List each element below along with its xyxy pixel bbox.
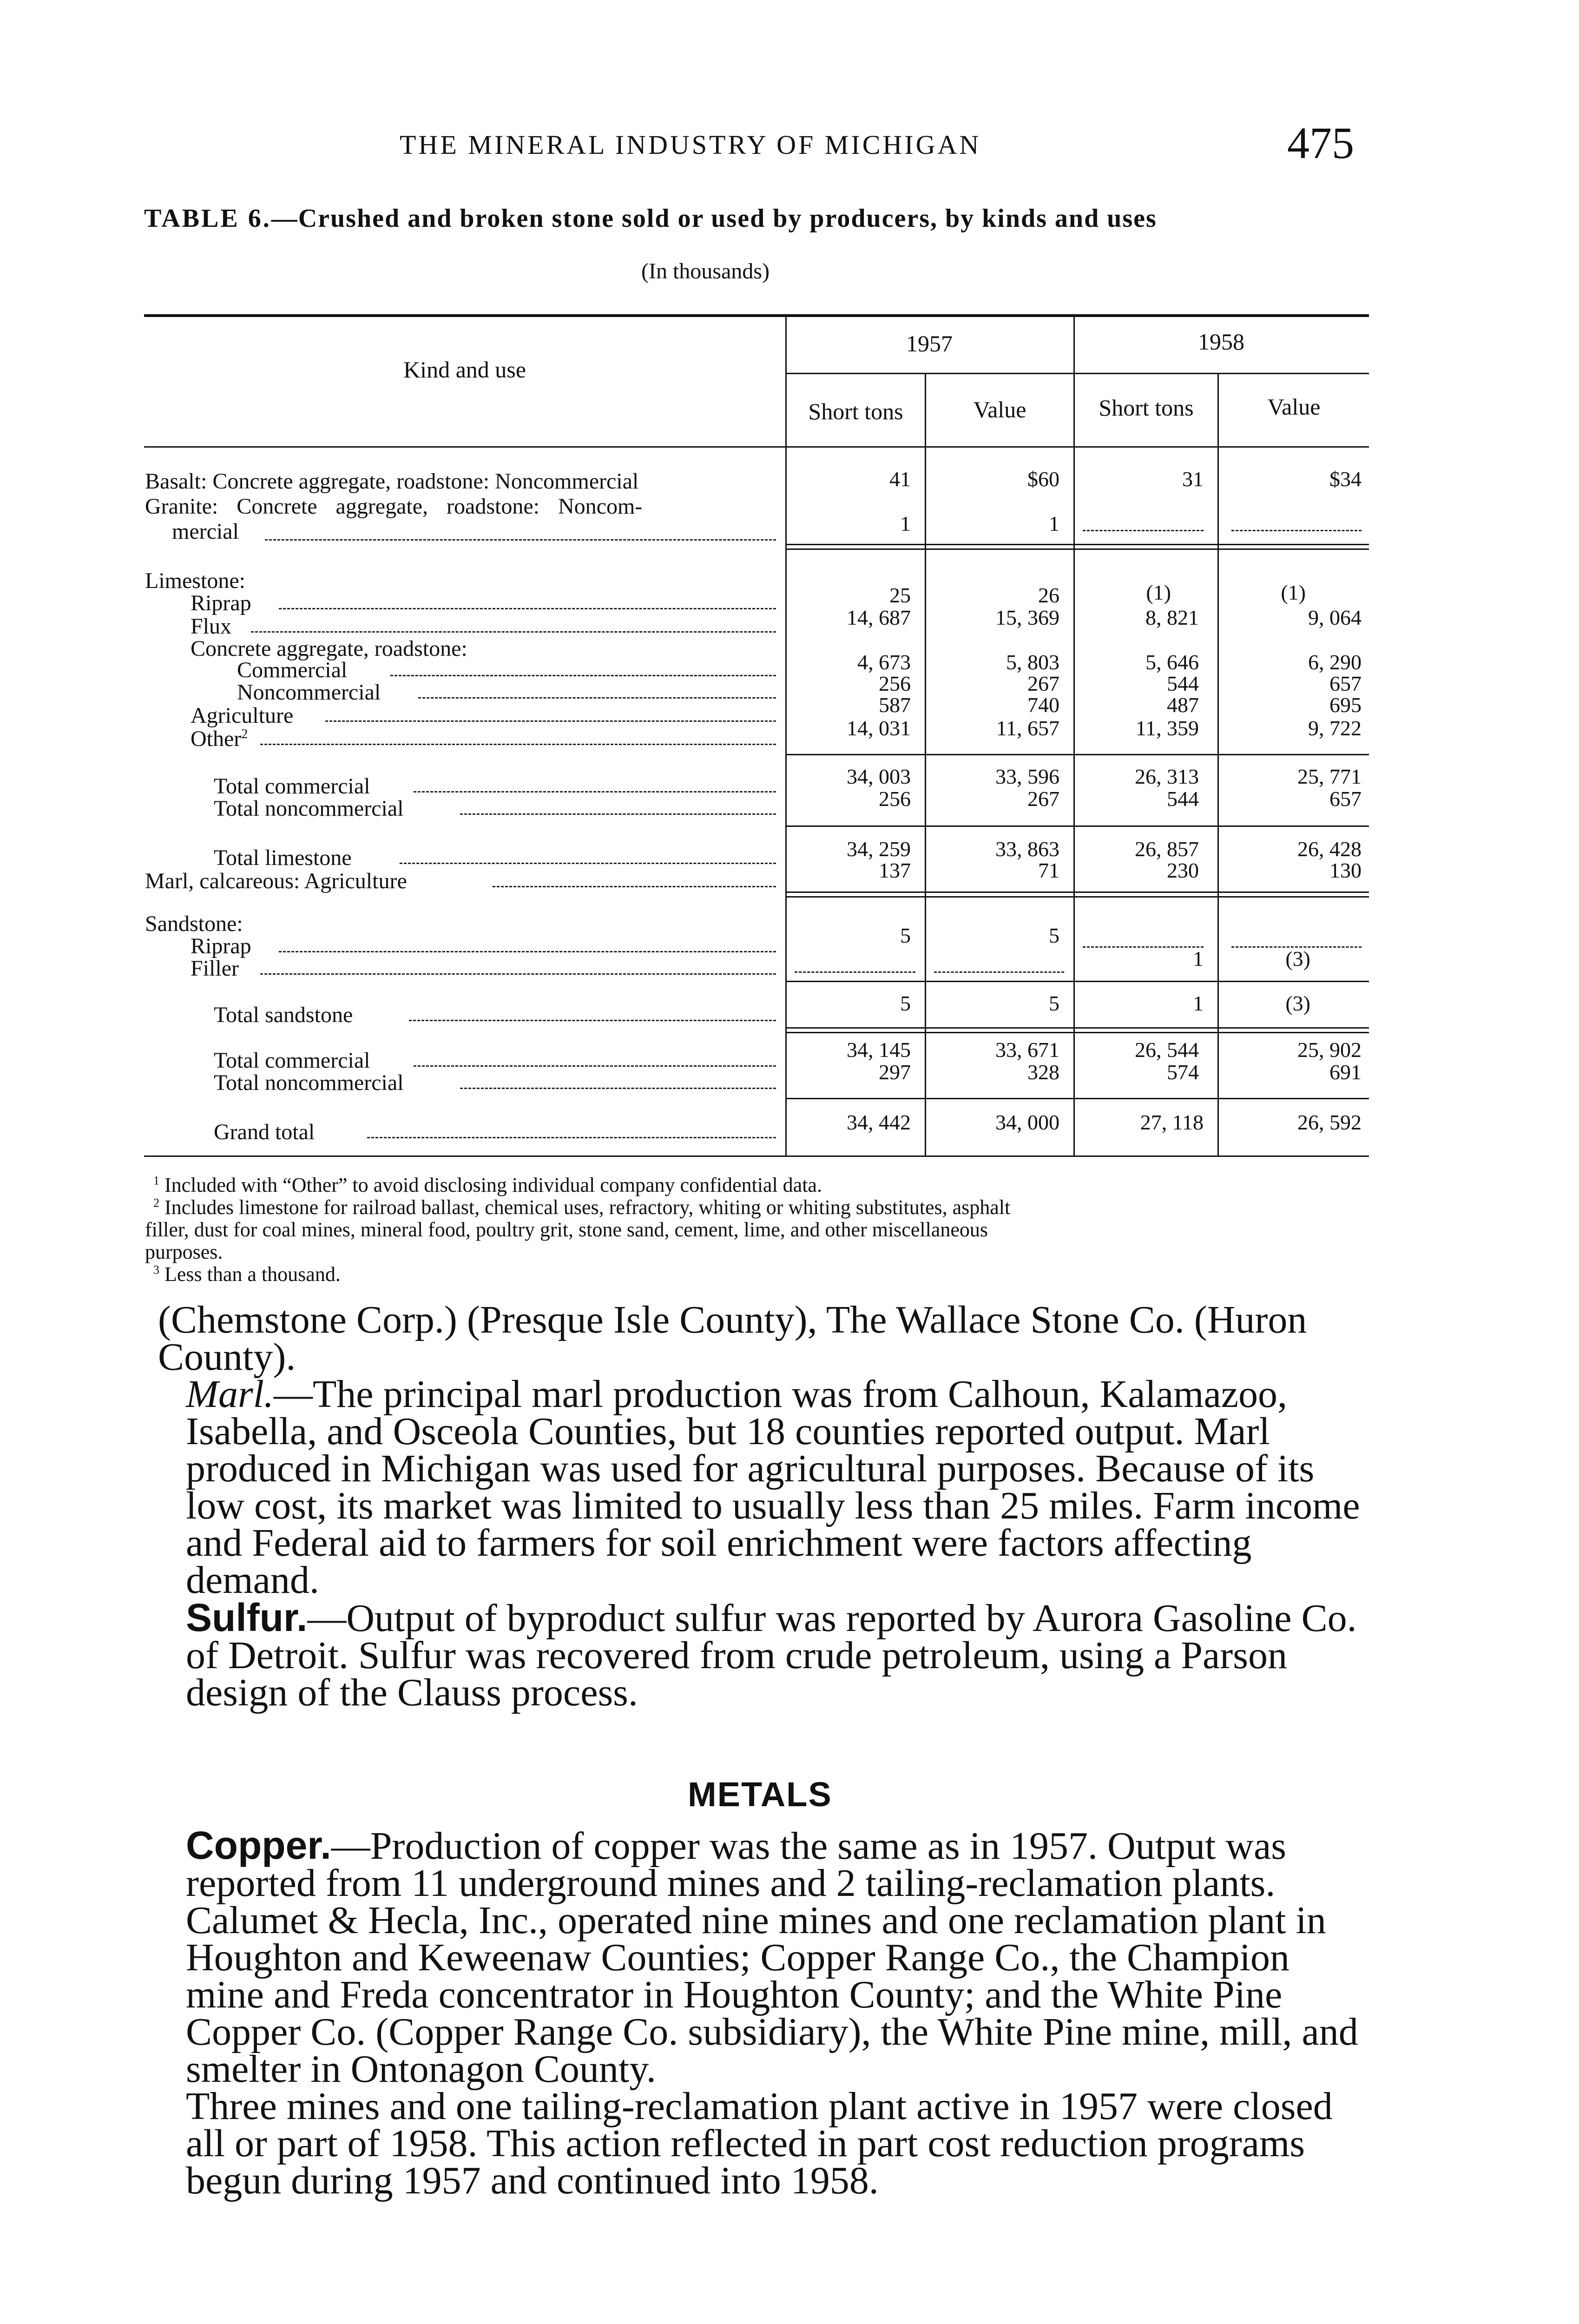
cell-total-sandstone-tons-1958: 1: [1193, 991, 1204, 1015]
row-label-total-noncommercial: Total noncommercial: [214, 1070, 404, 1095]
cell-marl-tons-1957: 137: [879, 858, 911, 882]
row-label-ss-riprap: Riprap: [191, 934, 251, 958]
table-unit: (In thousands): [641, 259, 770, 284]
row-label-basalt: Basalt: Concrete aggregate, roadstone: Noncommercial: [145, 469, 639, 494]
row-label-total-sandstone: Total sandstone: [214, 1003, 353, 1027]
leader-dots: [390, 675, 776, 676]
cell-riprap-value-1957: 26: [1038, 583, 1059, 607]
section-rule: [785, 891, 1369, 893]
table-bottom-rule: [144, 1155, 1369, 1157]
cell-other-value-1957: 11, 657: [996, 716, 1059, 740]
row-label-riprap: Riprap: [191, 591, 251, 615]
col-header-value-1957: Value: [973, 396, 1026, 423]
cell-noncommercial-tons-1958: 544: [1167, 672, 1199, 695]
row-label-commercial: Commercial: [237, 658, 348, 682]
table-title: [144, 204, 1157, 233]
stub-header: Kind and use: [403, 357, 526, 383]
leader-dots: [260, 744, 776, 745]
cell-total-commercial-value-1958: 25, 902: [1297, 1038, 1362, 1062]
section-heading: METALS: [688, 1775, 832, 1814]
leader-dots: [409, 1020, 776, 1021]
cell-total-noncommercial-tons-1958: 574: [1167, 1060, 1199, 1084]
cell-ss-filler-tons-1958: 1: [1193, 947, 1204, 971]
footnote-1: [153, 1173, 822, 1197]
leader-dots: [251, 631, 776, 633]
cell-other-tons-1958: 11, 359: [1135, 716, 1199, 740]
leader-dots: [279, 951, 776, 952]
cell-agriculture-value-1958: 695: [1329, 693, 1362, 717]
table-top-rule: [144, 314, 1369, 317]
row-label-total-commercial: Total commercial: [214, 1048, 370, 1073]
section-rule: [785, 548, 1369, 550]
table-number: TABLE 6.: [144, 204, 271, 233]
cell-ls-total-noncommercial-value-1958: 657: [1329, 787, 1362, 811]
cell-ls-total-commercial-tons-1958: 26, 313: [1135, 765, 1199, 788]
cell-total-limestone-value-1958: 26, 428: [1297, 837, 1362, 861]
paragraph: (Chemstone Corp.) (Presque Isle County), The Wallace Stone Co. (Huron County).: [158, 1298, 1307, 1379]
section-rule: [785, 825, 1369, 827]
no-data-dash: [795, 971, 915, 973]
year-header-1957: 1957: [906, 330, 953, 357]
no-data-dash: [1083, 530, 1204, 531]
cell-basalt-tons-1957: 41: [889, 467, 911, 491]
leader-dots: [414, 791, 776, 792]
cell-ss-riprap-tons-1957: 5: [900, 924, 911, 947]
paragraph-text: —The principal marl production was from Calhoun, Kalamazoo, Isabella, and Osceola Counties, but 18 counties reported output. Marl produced in Michigan was used for agricultural purposes. Because of its low cost, its market was limited to usually less than 25 miles. Farm income and Federal aid to farmers for soil enrichment were factors affecting demand.: [186, 1373, 1360, 1602]
leader-dots: [279, 608, 776, 609]
cell-flux-tons-1958: 8, 821: [1145, 606, 1199, 629]
section-rule: [785, 1027, 1369, 1029]
row-label-sandstone: Sandstone:: [145, 911, 243, 936]
cell-ls-total-commercial-tons-1957: 34, 003: [847, 765, 911, 788]
paragraph-copper: [158, 1823, 1366, 2091]
row-label-other: [191, 726, 248, 752]
cell-total-limestone-value-1957: 33, 863: [995, 837, 1059, 861]
leader-dots: [367, 1137, 776, 1138]
year-header-1958: 1958: [1198, 329, 1244, 355]
cell-marl-value-1957: 71: [1038, 858, 1059, 882]
row-label-ls-total-noncommercial: Total noncommercial: [214, 796, 404, 821]
footnote-3: [153, 1262, 341, 1286]
cell-grand-total-tons-1957: 34, 442: [847, 1110, 911, 1134]
row-label-total-limestone: Total limestone: [214, 845, 352, 870]
paragraph-marl: [158, 1373, 1366, 1602]
footnote-text: Less than a thousand.: [164, 1263, 341, 1286]
cell-ss-riprap-value-1957: 5: [1049, 924, 1059, 947]
row-label-granite: Granite: Concrete aggregate, roadstone: Noncom-: [145, 494, 643, 519]
cell-other-value-1958: 9, 722: [1308, 716, 1362, 740]
cell-total-commercial-tons-1958: 26, 544: [1135, 1038, 1199, 1062]
cell-riprap-tons-1957: 25: [889, 583, 911, 607]
leader-dots: [414, 1065, 776, 1067]
cell-granite-value-1957: 1: [1049, 512, 1059, 535]
cell-agriculture-tons-1957: 587: [879, 693, 911, 717]
cell-total-limestone-tons-1957: 34, 259: [847, 837, 911, 861]
cell-commercial-value-1957: 5, 803: [1006, 650, 1059, 674]
row-label-granite-cont: mercial: [172, 519, 239, 544]
footnote-2-cont: filler, dust for coal mines, mineral food, poultry grit, stone sand, cement, lime, and other miscellaneous: [145, 1218, 988, 1241]
cell-ls-total-commercial-value-1958: 25, 771: [1297, 765, 1362, 788]
leader-dots: [260, 973, 776, 975]
row-label-grand-total: Grand total: [214, 1120, 315, 1144]
footnote-mark: 1: [153, 1174, 159, 1188]
table-caption: —Crushed and broken stone sold or used by producers, by kinds and uses: [271, 204, 1157, 233]
cell-total-sandstone-value-1958: (3): [1285, 991, 1310, 1015]
cell-agriculture-tons-1958: 487: [1167, 693, 1199, 717]
col-header-short-tons-1958: Short tons: [1099, 395, 1194, 421]
col-header-short-tons-1957: Short tons: [808, 398, 903, 424]
cell-total-noncommercial-value-1958: 691: [1329, 1060, 1362, 1084]
footnote-mark: 2: [153, 1196, 159, 1210]
cell-basalt-tons-1958: 31: [1182, 467, 1204, 491]
section-rule: [785, 1032, 1369, 1033]
run-in-heading: Marl.: [186, 1373, 274, 1416]
no-data-dash: [934, 971, 1064, 973]
header-bottom-rule: [144, 446, 1369, 448]
row-label-noncommercial: Noncommercial: [237, 680, 381, 705]
leader-dots: [265, 539, 776, 541]
cell-riprap-value-1958: (1): [1281, 581, 1306, 604]
paragraph-sulfur: [158, 1596, 1366, 1714]
cell-grand-total-value-1958: 26, 592: [1297, 1110, 1362, 1134]
section-rule: [785, 754, 1369, 755]
cell-commercial-value-1958: 6, 290: [1308, 650, 1362, 674]
paragraph: Three mines and one tailing-reclamation plant active in 1957 were closed all or part of 1958. This action reflected in part cost reduction programs begun during 1957 and continued into 1958.: [186, 2085, 1333, 2202]
cell-other-tons-1957: 14, 031: [847, 716, 911, 740]
row-label-ls-total-commercial: Total commercial: [214, 774, 370, 799]
row-label-concrete-aggregate: Concrete aggregate, roadstone:: [191, 636, 467, 661]
cell-ls-total-noncommercial-tons-1958: 544: [1167, 787, 1199, 811]
cell-flux-value-1957: 15, 369: [995, 606, 1059, 629]
cell-flux-tons-1957: 14, 687: [847, 606, 911, 629]
paragraph-text: —Output of byproduct sulfur was reported by Aurora Gasoline Co. of Detroit. Sulfur was recovered from crude petroleum, using a Parson design of the Clauss process.: [186, 1597, 1357, 1714]
footnote-mark: 3: [153, 1263, 159, 1277]
leader-dots: [460, 813, 776, 815]
leader-dots: [400, 863, 776, 864]
leader-dots: [418, 697, 776, 699]
run-in-heading: Sulfur.: [186, 1596, 308, 1639]
cell-total-noncommercial-tons-1957: 297: [879, 1060, 911, 1084]
leader-dots: [325, 720, 776, 722]
cell-total-noncommercial-value-1957: 328: [1027, 1060, 1059, 1084]
cell-noncommercial-value-1957: 267: [1027, 672, 1059, 695]
cell-commercial-tons-1957: 4, 673: [857, 650, 911, 674]
cell-grand-total-tons-1958: 27, 118: [1140, 1110, 1204, 1134]
cell-ss-filler-value-1958: (3): [1285, 947, 1310, 971]
cell-flux-value-1958: 9, 064: [1308, 606, 1362, 629]
cell-marl-tons-1958: 230: [1167, 858, 1199, 882]
cell-total-sandstone-value-1957: 5: [1049, 991, 1059, 1015]
footnote-2: [153, 1195, 1010, 1219]
cell-basalt-value-1957: $60: [1027, 467, 1059, 491]
cell-total-commercial-value-1957: 33, 671: [995, 1038, 1059, 1062]
body-text-upper: [158, 1298, 1366, 1714]
cell-total-sandstone-tons-1957: 5: [900, 991, 911, 1015]
cell-commercial-tons-1958: 5, 646: [1145, 650, 1199, 674]
cell-ls-total-commercial-value-1957: 33, 596: [995, 765, 1059, 788]
row-label-ss-filler: Filler: [191, 956, 239, 981]
footnote-text: Included with “Other” to avoid disclosing individual company confidential data.: [164, 1174, 822, 1196]
body-text-lower: [158, 1823, 1366, 2202]
footnote-ref: 2: [241, 727, 248, 741]
section-rule: [785, 1098, 1369, 1099]
col-header-value-1958: Value: [1267, 394, 1321, 420]
section-rule: [785, 544, 1369, 545]
row-label-agriculture: Agriculture: [191, 703, 294, 728]
no-data-dash: [1231, 530, 1362, 531]
footnote-text: Includes limestone for railroad ballast, chemical uses, refractory, whiting or whiting substitutes, asphalt: [164, 1196, 1011, 1219]
row-label-flux: Flux: [191, 614, 232, 639]
page-number: 475: [1287, 118, 1354, 168]
cell-ls-total-noncommercial-value-1957: 267: [1027, 787, 1059, 811]
cell-riprap-tons-1958: (1): [1146, 581, 1171, 604]
row-label-marl: Marl, calcareous: Agriculture: [145, 869, 407, 893]
cell-ls-total-noncommercial-tons-1957: 256: [879, 787, 911, 811]
other-label-text: Other: [191, 726, 242, 751]
row-label-limestone: Limestone:: [145, 568, 245, 593]
footnote-2-cont: purposes.: [145, 1241, 223, 1263]
cell-noncommercial-tons-1957: 256: [879, 672, 911, 695]
cell-total-limestone-tons-1958: 26, 857: [1135, 837, 1199, 861]
leader-dots: [460, 1088, 776, 1089]
section-rule: [785, 896, 1369, 898]
cell-marl-value-1958: 130: [1329, 858, 1362, 882]
leader-dots: [493, 886, 776, 887]
paragraph-text: —Production of copper was the same as in 1957. Output was reported from 11 underground mines and 2 tailing-reclamation plants. Calumet & Hecla, Inc., operated nine mines and one reclamation plant in Houghton and Keweenaw Counties; Copper Range Co., the Champion mine and Freda concentrator in Houghton County; and the White Pine Copper Co. (Copper Range Co. subsidiary), the White Pine mine, mill, and smelter in Ontonagon County.: [186, 1824, 1358, 2091]
year-rule: [785, 373, 1369, 374]
running-title: THE MINERAL INDUSTRY OF MICHIGAN: [400, 130, 981, 160]
cell-noncommercial-value-1958: 657: [1329, 672, 1362, 695]
cell-basalt-value-1958: $34: [1329, 467, 1362, 491]
cell-agriculture-value-1957: 740: [1027, 693, 1059, 717]
run-in-heading: Copper.: [186, 1823, 331, 1867]
section-rule: [785, 981, 1369, 982]
cell-total-commercial-tons-1957: 34, 145: [847, 1038, 911, 1062]
cell-granite-tons-1957: 1: [900, 512, 911, 535]
cell-grand-total-value-1957: 34, 000: [995, 1110, 1059, 1134]
